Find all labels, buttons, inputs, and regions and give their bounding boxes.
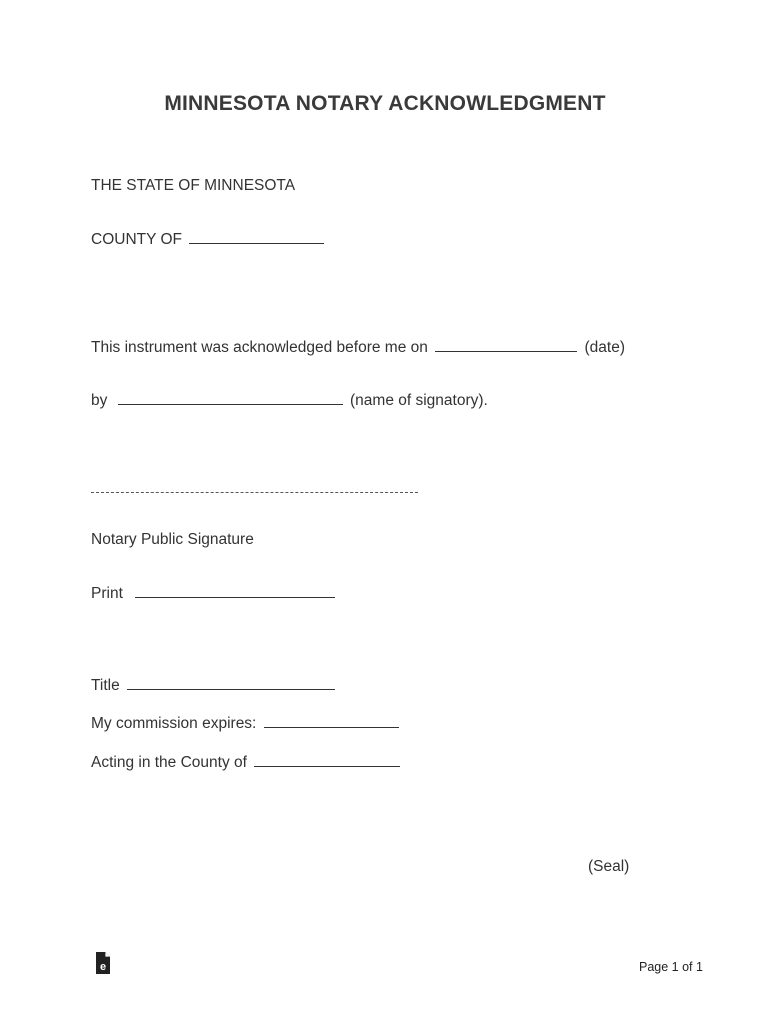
print-row [91,583,338,604]
signatory-row [91,390,488,411]
signature-line[interactable] [91,492,418,493]
seal-label: (Seal) [588,858,630,875]
county-blank[interactable] [189,229,324,244]
signatory-hint: (name of signatory). [350,392,488,409]
document-title: MINNESOTA NOTARY ACKNOWLEDGMENT [164,92,606,115]
date-blank[interactable] [435,337,577,352]
county-row [91,229,327,250]
state-line: THE STATE OF MINNESOTA [91,177,296,194]
commission-label: My commission expires: [91,715,257,732]
title-blank[interactable] [127,675,335,690]
eforms-logo-icon [94,951,112,975]
title-label: Title [91,677,120,694]
acting-county-label: Acting in the County of [91,754,247,771]
svg-text:e: e [99,961,107,973]
signatory-blank[interactable] [118,390,343,405]
signature-label: Notary Public Signature [91,531,254,548]
print-blank[interactable] [135,583,335,598]
commission-blank[interactable] [264,713,399,728]
print-label: Print [91,585,123,602]
commission-row [91,713,402,734]
by-label: by [91,392,108,409]
acting-county-blank[interactable] [254,752,400,767]
acting-county-row [91,752,403,773]
page-number: Page 1 of 1 [639,960,703,974]
date-hint: (date) [584,339,625,356]
county-label: COUNTY OF [91,231,182,248]
title-row [91,675,338,696]
acknowledgment-row [91,337,625,358]
acknowledgment-text: This instrument was acknowledged before me on [91,339,428,356]
